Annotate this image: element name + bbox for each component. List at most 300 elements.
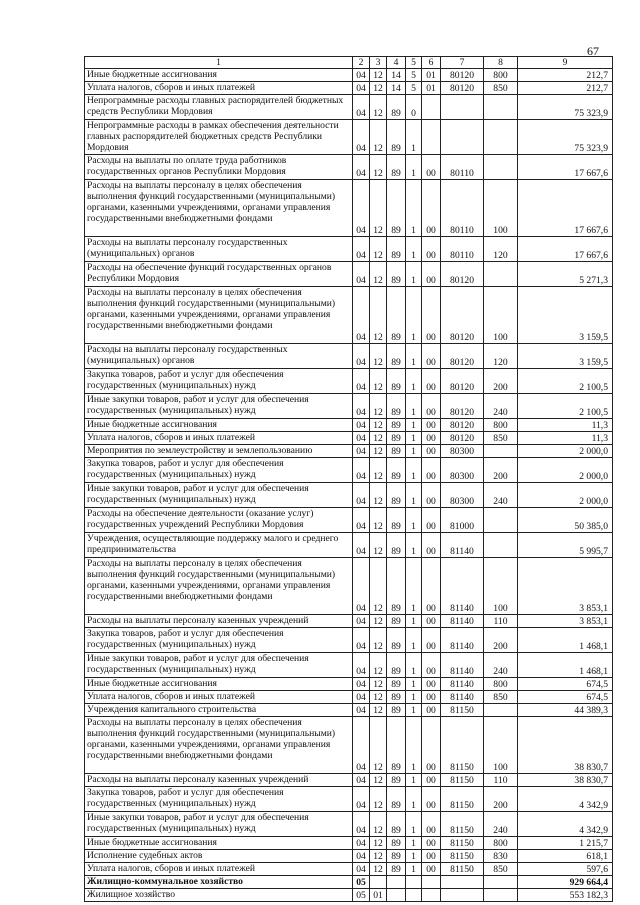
razdel-code: 04 xyxy=(353,653,370,678)
expense-type-code: 200 xyxy=(484,369,518,394)
subprogram-code: 1 xyxy=(406,837,422,850)
subprogram-code: 0 xyxy=(406,95,422,120)
razdel-code: 04 xyxy=(353,155,370,180)
amount: 1 215,7 xyxy=(518,837,613,850)
podrazdel-code: 12 xyxy=(370,458,387,483)
row-name: Расходы на выплаты персоналу казенных учреждений xyxy=(85,615,353,628)
activity-code: 01 xyxy=(422,69,441,82)
table-row xyxy=(85,850,613,863)
expense-type-code xyxy=(484,533,518,558)
subprogram-code: 1 xyxy=(406,691,422,704)
target-article-code: 80120 xyxy=(441,82,484,95)
activity-code: 00 xyxy=(422,812,441,837)
amount: 11,3 xyxy=(518,419,613,432)
podrazdel-code: 12 xyxy=(370,837,387,850)
activity-code: 00 xyxy=(422,419,441,432)
row-name: Расходы на обеспечение функций государственных органов Республики Мордовия xyxy=(85,262,353,287)
expense-type-code: 240 xyxy=(484,653,518,678)
activity-code: 00 xyxy=(422,691,441,704)
table-row xyxy=(85,812,613,837)
program-code: 89 xyxy=(387,704,406,717)
table-row xyxy=(85,262,613,287)
expense-type-code: 110 xyxy=(484,615,518,628)
podrazdel-code: 12 xyxy=(370,653,387,678)
row-name: Расходы на выплаты персоналу в целях обеспечения выполнения функций государственными (муниципальными) органами, казенными учреждениями, органами управления государственными внебюджетными фондами xyxy=(85,180,353,237)
target-article-code: 80110 xyxy=(441,180,484,237)
program-code: 89 xyxy=(387,691,406,704)
activity-code: 00 xyxy=(422,653,441,678)
amount: 17 667,6 xyxy=(518,237,613,262)
expense-type-code: 800 xyxy=(484,678,518,691)
subprogram-code: 1 xyxy=(406,615,422,628)
row-name: Мероприятия по землеустройству и землепользованию xyxy=(85,445,353,458)
podrazdel-code: 12 xyxy=(370,445,387,458)
expense-type-code: 120 xyxy=(484,237,518,262)
program-code: 89 xyxy=(387,558,406,615)
row-name: Уплата налогов, сборов и иных платежей xyxy=(85,432,353,445)
podrazdel-code: 12 xyxy=(370,369,387,394)
subprogram-code: 1 xyxy=(406,558,422,615)
subprogram-code: 5 xyxy=(406,82,422,95)
program-code: 89 xyxy=(387,653,406,678)
row-name: Жилищное хозяйство xyxy=(85,889,353,902)
amount: 212,7 xyxy=(518,69,613,82)
row-name: Непрограммные расходы главных распорядителей бюджетных средств Республики Мордовия xyxy=(85,95,353,120)
razdel-code: 04 xyxy=(353,558,370,615)
razdel-code: 04 xyxy=(353,717,370,774)
table-row xyxy=(85,155,613,180)
razdel-code: 04 xyxy=(353,344,370,369)
expense-type-code xyxy=(484,155,518,180)
target-article-code: 80110 xyxy=(441,237,484,262)
target-article-code xyxy=(441,876,484,889)
amount: 5 995,7 xyxy=(518,533,613,558)
target-article-code: 81150 xyxy=(441,787,484,812)
podrazdel-code: 12 xyxy=(370,678,387,691)
table-row xyxy=(85,237,613,262)
target-article-code: 80120 xyxy=(441,69,484,82)
expense-type-code: 100 xyxy=(484,180,518,237)
podrazdel-code: 12 xyxy=(370,419,387,432)
row-name: Учреждения капитального строительства xyxy=(85,704,353,717)
table-row xyxy=(85,458,613,483)
table-row xyxy=(85,445,613,458)
subprogram-code: 5 xyxy=(406,69,422,82)
subprogram-code: 1 xyxy=(406,237,422,262)
amount: 2 000,0 xyxy=(518,445,613,458)
column-header: 6 xyxy=(422,57,441,69)
amount: 50 385,0 xyxy=(518,508,613,533)
expense-type-code xyxy=(484,120,518,155)
razdel-code: 04 xyxy=(353,458,370,483)
column-header: 8 xyxy=(484,57,518,69)
razdel-code: 04 xyxy=(353,95,370,120)
subprogram-code: 1 xyxy=(406,180,422,237)
row-name: Уплата налогов, сборов и иных платежей xyxy=(85,82,353,95)
activity-code: 00 xyxy=(422,837,441,850)
expense-type-code: 100 xyxy=(484,558,518,615)
column-header: 4 xyxy=(387,57,406,69)
program-code: 14 xyxy=(387,82,406,95)
amount: 11,3 xyxy=(518,432,613,445)
table-row xyxy=(85,717,613,774)
subprogram-code: 1 xyxy=(406,287,422,344)
activity-code xyxy=(422,889,441,902)
activity-code: 00 xyxy=(422,458,441,483)
activity-code: 00 xyxy=(422,155,441,180)
program-code: 89 xyxy=(387,155,406,180)
activity-code: 00 xyxy=(422,628,441,653)
target-article-code: 81150 xyxy=(441,704,484,717)
expense-type-code: 850 xyxy=(484,82,518,95)
target-article-code: 81150 xyxy=(441,850,484,863)
amount: 1 468,1 xyxy=(518,628,613,653)
program-code xyxy=(387,876,406,889)
program-code: 89 xyxy=(387,287,406,344)
target-article-code: 81140 xyxy=(441,533,484,558)
expense-type-code: 850 xyxy=(484,691,518,704)
amount: 929 664,4 xyxy=(518,876,613,889)
amount: 3 853,1 xyxy=(518,615,613,628)
activity-code: 00 xyxy=(422,394,441,419)
amount: 674,5 xyxy=(518,678,613,691)
table-row xyxy=(85,837,613,850)
program-code: 89 xyxy=(387,262,406,287)
expense-type-code: 240 xyxy=(484,483,518,508)
table-row xyxy=(85,432,613,445)
row-name: Расходы на выплаты персоналу государственных (муниципальных) органов xyxy=(85,344,353,369)
expense-type-code: 200 xyxy=(484,787,518,812)
podrazdel-code: 12 xyxy=(370,691,387,704)
expense-type-code xyxy=(484,508,518,533)
row-name: Непрограммные расходы в рамках обеспечения деятельности главных распорядителей бюджетных средств Республики Мордовия xyxy=(85,120,353,155)
table-row xyxy=(85,69,613,82)
activity-code: 00 xyxy=(422,445,441,458)
program-code: 89 xyxy=(387,508,406,533)
activity-code: 00 xyxy=(422,344,441,369)
target-article-code: 80120 xyxy=(441,369,484,394)
amount: 2 000,0 xyxy=(518,483,613,508)
program-code: 89 xyxy=(387,774,406,787)
column-header: 2 xyxy=(353,57,370,69)
activity-code xyxy=(422,95,441,120)
table-row xyxy=(85,533,613,558)
table-row xyxy=(85,369,613,394)
podrazdel-code: 12 xyxy=(370,483,387,508)
activity-code: 00 xyxy=(422,533,441,558)
table-row xyxy=(85,774,613,787)
activity-code: 00 xyxy=(422,850,441,863)
program-code: 89 xyxy=(387,533,406,558)
program-code: 89 xyxy=(387,445,406,458)
activity-code: 00 xyxy=(422,369,441,394)
program-code: 89 xyxy=(387,850,406,863)
column-header: 1 xyxy=(85,57,353,69)
target-article-code: 81150 xyxy=(441,717,484,774)
row-name: Закупка товаров, работ и услуг для обеспечения государственных (муниципальных) нужд xyxy=(85,628,353,653)
target-article-code xyxy=(441,95,484,120)
razdel-code: 04 xyxy=(353,704,370,717)
razdel-code: 04 xyxy=(353,787,370,812)
target-article-code: 81140 xyxy=(441,653,484,678)
program-code: 14 xyxy=(387,69,406,82)
program-code: 89 xyxy=(387,419,406,432)
program-code: 89 xyxy=(387,678,406,691)
target-article-code: 81000 xyxy=(441,508,484,533)
amount: 3 159,5 xyxy=(518,344,613,369)
row-name: Расходы на выплаты по оплате труда работников государственных органов Республики Мордовия xyxy=(85,155,353,180)
target-article-code: 81140 xyxy=(441,628,484,653)
expense-type-code: 800 xyxy=(484,69,518,82)
target-article-code: 81150 xyxy=(441,812,484,837)
podrazdel-code: 12 xyxy=(370,394,387,419)
amount: 4 342,9 xyxy=(518,787,613,812)
razdel-code: 04 xyxy=(353,615,370,628)
column-header: 9 xyxy=(518,57,613,69)
razdel-code: 04 xyxy=(353,850,370,863)
podrazdel-code: 12 xyxy=(370,180,387,237)
subprogram-code: 1 xyxy=(406,850,422,863)
expense-type-code xyxy=(484,876,518,889)
subprogram-code: 1 xyxy=(406,369,422,394)
activity-code: 00 xyxy=(422,287,441,344)
target-article-code xyxy=(441,120,484,155)
expense-type-code: 830 xyxy=(484,850,518,863)
row-name: Расходы на выплаты персоналу в целях обеспечения выполнения функций государственными (муниципальными) органами, казенными учреждениями, органами управления государственными внебюджетными фондами xyxy=(85,717,353,774)
razdel-code: 04 xyxy=(353,419,370,432)
table-row xyxy=(85,787,613,812)
subprogram-code: 1 xyxy=(406,863,422,876)
podrazdel-code: 12 xyxy=(370,533,387,558)
amount: 618,1 xyxy=(518,850,613,863)
expense-type-code: 200 xyxy=(484,628,518,653)
table-row xyxy=(85,120,613,155)
podrazdel-code: 12 xyxy=(370,344,387,369)
target-article-code: 80300 xyxy=(441,458,484,483)
column-header: 5 xyxy=(406,57,422,69)
table-row xyxy=(85,344,613,369)
razdel-code: 04 xyxy=(353,180,370,237)
amount: 2 100,5 xyxy=(518,394,613,419)
table-row xyxy=(85,483,613,508)
podrazdel-code: 12 xyxy=(370,508,387,533)
row-name: Иные бюджетные ассигнования xyxy=(85,419,353,432)
row-name: Закупка товаров, работ и услуг для обеспечения государственных (муниципальных) нужд xyxy=(85,458,353,483)
target-article-code: 81150 xyxy=(441,863,484,876)
row-name: Иные закупки товаров, работ и услуг для обеспечения государственных (муниципальных) нужд xyxy=(85,653,353,678)
razdel-code: 04 xyxy=(353,394,370,419)
razdel-code: 04 xyxy=(353,812,370,837)
podrazdel-code: 12 xyxy=(370,262,387,287)
subprogram-code: 1 xyxy=(406,432,422,445)
program-code: 89 xyxy=(387,615,406,628)
expense-type-code: 110 xyxy=(484,774,518,787)
target-article-code: 81140 xyxy=(441,558,484,615)
table-row xyxy=(85,876,613,889)
target-article-code: 80120 xyxy=(441,287,484,344)
razdel-code: 04 xyxy=(353,445,370,458)
row-name: Учреждения, осуществляющие поддержку малого и среднего предпринимательства xyxy=(85,533,353,558)
amount: 38 830,7 xyxy=(518,774,613,787)
program-code: 89 xyxy=(387,120,406,155)
subprogram-code xyxy=(406,876,422,889)
activity-code: 00 xyxy=(422,432,441,445)
expense-type-code: 120 xyxy=(484,344,518,369)
podrazdel-code xyxy=(370,876,387,889)
table-row xyxy=(85,558,613,615)
subprogram-code: 1 xyxy=(406,787,422,812)
amount: 4 342,9 xyxy=(518,812,613,837)
expense-type-code: 100 xyxy=(484,717,518,774)
row-name: Исполнение судебных актов xyxy=(85,850,353,863)
program-code: 89 xyxy=(387,95,406,120)
program-code: 89 xyxy=(387,483,406,508)
activity-code: 00 xyxy=(422,774,441,787)
podrazdel-code: 12 xyxy=(370,82,387,95)
razdel-code: 04 xyxy=(353,508,370,533)
row-name: Расходы на выплаты персоналу государственных (муниципальных) органов xyxy=(85,237,353,262)
subprogram-code: 1 xyxy=(406,483,422,508)
activity-code: 00 xyxy=(422,704,441,717)
podrazdel-code: 12 xyxy=(370,155,387,180)
activity-code: 00 xyxy=(422,863,441,876)
expense-type-code xyxy=(484,262,518,287)
activity-code: 00 xyxy=(422,558,441,615)
row-name: Иные закупки товаров, работ и услуг для обеспечения государственных (муниципальных) нужд xyxy=(85,483,353,508)
amount: 75 323,9 xyxy=(518,95,613,120)
table-row xyxy=(85,704,613,717)
razdel-code: 04 xyxy=(353,287,370,344)
subprogram-code: 1 xyxy=(406,628,422,653)
subprogram-code: 1 xyxy=(406,704,422,717)
expense-type-code xyxy=(484,95,518,120)
table-row xyxy=(85,95,613,120)
podrazdel-code: 12 xyxy=(370,120,387,155)
amount: 674,5 xyxy=(518,691,613,704)
target-article-code: 80300 xyxy=(441,483,484,508)
row-name: Расходы на выплаты персоналу в целях обеспечения выполнения функций государственными (муниципальными) органами, казенными учреждениями, органами управления государственными внебюджетными фондами xyxy=(85,287,353,344)
activity-code: 00 xyxy=(422,508,441,533)
program-code: 89 xyxy=(387,394,406,419)
amount: 2 000,0 xyxy=(518,458,613,483)
target-article-code: 80120 xyxy=(441,262,484,287)
amount: 212,7 xyxy=(518,82,613,95)
row-name: Иные закупки товаров, работ и услуг для обеспечения государственных (муниципальных) нужд xyxy=(85,394,353,419)
amount: 5 271,3 xyxy=(518,262,613,287)
expense-type-code xyxy=(484,704,518,717)
column-header: 3 xyxy=(370,57,387,69)
table-row xyxy=(85,419,613,432)
expense-type-code: 240 xyxy=(484,812,518,837)
razdel-code: 04 xyxy=(353,774,370,787)
razdel-code: 04 xyxy=(353,262,370,287)
program-code: 89 xyxy=(387,628,406,653)
subprogram-code: 1 xyxy=(406,419,422,432)
activity-code xyxy=(422,120,441,155)
program-code: 89 xyxy=(387,458,406,483)
expense-type-code xyxy=(484,445,518,458)
razdel-code: 04 xyxy=(353,82,370,95)
podrazdel-code: 12 xyxy=(370,863,387,876)
razdel-code: 04 xyxy=(353,691,370,704)
razdel-code: 04 xyxy=(353,837,370,850)
subprogram-code: 1 xyxy=(406,812,422,837)
razdel-code: 04 xyxy=(353,678,370,691)
header-row xyxy=(85,57,613,69)
expense-type-code: 240 xyxy=(484,394,518,419)
razdel-code: 04 xyxy=(353,628,370,653)
subprogram-code: 1 xyxy=(406,653,422,678)
target-article-code: 80120 xyxy=(441,432,484,445)
subprogram-code: 1 xyxy=(406,445,422,458)
podrazdel-code: 12 xyxy=(370,237,387,262)
target-article-code: 80120 xyxy=(441,344,484,369)
razdel-code: 04 xyxy=(353,533,370,558)
target-article-code: 80120 xyxy=(441,394,484,419)
podrazdel-code: 12 xyxy=(370,850,387,863)
razdel-code: 04 xyxy=(353,432,370,445)
activity-code: 01 xyxy=(422,82,441,95)
razdel-code: 05 xyxy=(353,889,370,902)
program-code xyxy=(387,889,406,902)
podrazdel-code: 01 xyxy=(370,889,387,902)
subprogram-code: 1 xyxy=(406,394,422,419)
expense-type-code: 800 xyxy=(484,837,518,850)
table-row xyxy=(85,615,613,628)
table-row xyxy=(85,82,613,95)
row-name: Иные закупки товаров, работ и услуг для обеспечения государственных (муниципальных) нужд xyxy=(85,812,353,837)
table-row xyxy=(85,889,613,902)
activity-code xyxy=(422,876,441,889)
budget-table xyxy=(84,56,613,902)
podrazdel-code: 12 xyxy=(370,69,387,82)
expense-type-code: 800 xyxy=(484,419,518,432)
row-name: Расходы на выплаты персоналу казенных учреждений xyxy=(85,774,353,787)
column-header: 7 xyxy=(441,57,484,69)
podrazdel-code: 12 xyxy=(370,95,387,120)
expense-type-code: 100 xyxy=(484,287,518,344)
program-code: 89 xyxy=(387,237,406,262)
podrazdel-code: 12 xyxy=(370,787,387,812)
amount: 597,6 xyxy=(518,863,613,876)
razdel-code: 04 xyxy=(353,483,370,508)
target-article-code: 80120 xyxy=(441,419,484,432)
subprogram-code: 1 xyxy=(406,155,422,180)
row-name: Уплата налогов, сборов и иных платежей xyxy=(85,691,353,704)
table-row xyxy=(85,508,613,533)
target-article-code: 81140 xyxy=(441,691,484,704)
table-row xyxy=(85,287,613,344)
podrazdel-code: 12 xyxy=(370,432,387,445)
activity-code: 00 xyxy=(422,483,441,508)
row-name: Иные бюджетные ассигнования xyxy=(85,69,353,82)
subprogram-code: 1 xyxy=(406,508,422,533)
program-code: 89 xyxy=(387,812,406,837)
target-article-code: 80110 xyxy=(441,155,484,180)
amount: 75 323,9 xyxy=(518,120,613,155)
table-row xyxy=(85,394,613,419)
podrazdel-code: 12 xyxy=(370,615,387,628)
razdel-code: 04 xyxy=(353,863,370,876)
razdel-code: 05 xyxy=(353,876,370,889)
row-name: Уплата налогов, сборов и иных платежей xyxy=(85,863,353,876)
row-name: Жилищно-коммунальное хозяйство xyxy=(85,876,353,889)
table-row xyxy=(85,180,613,237)
program-code: 89 xyxy=(387,863,406,876)
podrazdel-code: 12 xyxy=(370,628,387,653)
podrazdel-code: 12 xyxy=(370,287,387,344)
amount: 3 853,1 xyxy=(518,558,613,615)
